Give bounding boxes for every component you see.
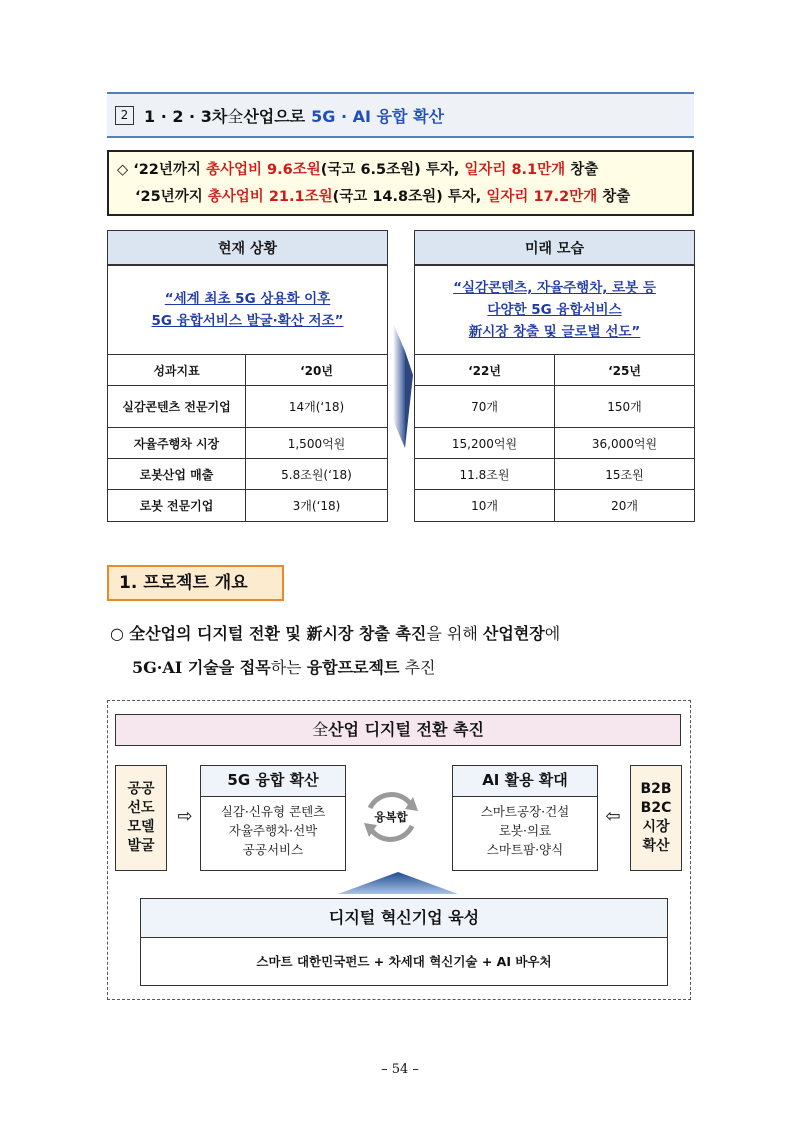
table-row-value: 14개(‘18) [246, 386, 388, 428]
public-model-line: 모델 [127, 819, 155, 835]
bottom-box-title: 디지털 혁신기업 육성 [141, 899, 667, 938]
section-number: 2 [115, 106, 134, 125]
market-expansion-line: B2C [640, 800, 672, 816]
summary-box [107, 150, 694, 216]
future-quote-line1: “실감콘텐츠, 자율주행차, 로봇 등 [453, 280, 656, 296]
future-col-a: ‘22년 [415, 355, 555, 386]
table-row-label: 실감콘텐츠 전문기업 [108, 386, 246, 428]
table-row-value: 3개(‘18) [246, 490, 388, 522]
future-quote-line3: 新시장 창출 및 글로벌 선도” [468, 324, 641, 340]
table-row-value: 20개 [555, 490, 695, 522]
table-row-label: 로봇산업 매출 [108, 459, 246, 490]
5g-convergence-box [200, 765, 346, 871]
table-row-value: 5.8조원(‘18) [246, 459, 388, 490]
table-row-value: 11.8조원 [415, 459, 555, 490]
future-header: 미래 모습 [415, 231, 695, 266]
future-col-b: ‘25년 [555, 355, 695, 386]
overview-title: 1. 프로젝트 개요 [107, 565, 284, 601]
summary-line-1 [117, 157, 684, 184]
table-row-label: 로봇 전문기업 [108, 490, 246, 522]
summary-1e: 창출 [565, 162, 599, 178]
overview-p2-c: 융합프로젝트 [306, 658, 400, 677]
ai-box-line: 스마트공장·건설 [480, 804, 570, 819]
upward-arrow-icon [338, 872, 458, 894]
section-title-part-a: 1 · 2 · 3차 [144, 106, 228, 126]
summary-2e: 창출 [597, 189, 631, 205]
table-row-value: 1,500억원 [246, 428, 388, 459]
section-heading [107, 92, 694, 138]
future-quote [415, 265, 695, 355]
table-row-value: 15,200억원 [415, 428, 555, 459]
summary-2c: (국고 14.8조원) 투자, [332, 189, 487, 205]
ai-box-title: AI 활용 확대 [453, 766, 597, 797]
market-expansion-line: 시장 [642, 819, 670, 835]
5g-box-line: 공공서비스 [242, 842, 304, 857]
diagram-top-rest: 산업 디지털 전환 촉진 [328, 720, 484, 739]
left-arrow-icon: ⇦ [605, 806, 621, 827]
summary-1d: 일자리 8.1만개 [464, 162, 566, 178]
public-model-line: 발굴 [127, 838, 155, 854]
section-title-part-b: 산업으로 [243, 106, 306, 126]
overview-p1-a: 全산업의 디지털 전환 및 新시장 창출 촉진 [129, 624, 427, 643]
ai-box-line: 스마트팜·양식 [486, 842, 564, 857]
current-col-label: 성과지표 [108, 355, 246, 386]
overview-p2-d: 추진 [399, 658, 436, 677]
public-model-line: 공공 [127, 781, 155, 797]
current-col-year: ‘20년 [246, 355, 388, 386]
summary-2a: ‘25년까지 [135, 189, 208, 205]
overview-p2-b: 하는 [270, 658, 307, 677]
diagram-top-banner [115, 714, 681, 746]
future-quote-line2: 다양한 5G 융합서비스 [487, 302, 622, 318]
current-quote [108, 265, 388, 355]
right-arrow-icon: ⇨ [177, 806, 193, 827]
section-title-part-c: 5G · AI 융합 확산 [311, 106, 444, 126]
summary-2b: 총사업비 21.1조원 [207, 189, 333, 205]
overview-paragraph [110, 617, 710, 685]
bottom-box-content: 스마트 대한민국펀드 + 차세대 혁신기술 + AI 바우처 [256, 954, 552, 969]
market-expansion-box [630, 765, 682, 871]
center-label: 융복합 [374, 810, 408, 824]
diagram-top-all: 全 [312, 720, 329, 739]
overview-p1-c: 산업현장 [482, 624, 545, 643]
table-row-value: 10개 [415, 490, 555, 522]
public-model-line: 선도 [127, 800, 155, 816]
current-header: 현재 상황 [108, 231, 388, 266]
overview-p1-d: 에 [544, 624, 561, 643]
table-row-value: 150개 [555, 386, 695, 428]
table-row-value: 36,000억원 [555, 428, 695, 459]
table-row-value: 70개 [415, 386, 555, 428]
digital-innovation-box [140, 898, 668, 986]
market-expansion-line: 확산 [642, 838, 670, 854]
summary-1a: ◇ ‘22년까지 [117, 162, 206, 178]
summary-2d: 일자리 17.2만개 [486, 189, 598, 205]
table-row-value: 15조원 [555, 459, 695, 490]
5g-box-line: 실감·신유형 콘텐츠 [220, 804, 326, 819]
summary-1c: (국고 6.5조원) 투자, [320, 162, 465, 178]
current-status-table [107, 230, 388, 522]
public-model-box [115, 765, 167, 871]
summary-1b: 총사업비 9.6조원 [205, 162, 321, 178]
future-outlook-table [414, 230, 695, 522]
ai-utilization-box [452, 765, 598, 871]
table-row-label: 자율주행차 시장 [108, 428, 246, 459]
bullet-icon: ○ [110, 624, 124, 643]
current-quote-line1: “세계 최초 5G 상용화 이후 [164, 291, 331, 307]
transition-arrow-icon [393, 323, 413, 448]
page-number: – 54 – [381, 1062, 419, 1077]
summary-line-2 [117, 184, 684, 211]
5g-box-line: 자율주행차·선박 [228, 823, 318, 838]
market-expansion-line: B2B [640, 781, 672, 797]
overview-p2-a: 5G·AI 기술을 접목 [132, 658, 271, 677]
overview-p1-b: 을 위해 [426, 624, 483, 643]
5g-box-title: 5G 융합 확산 [201, 766, 345, 797]
current-quote-line2: 5G 융합서비스 발굴·확산 저조” [151, 313, 344, 329]
ai-box-line: 로봇·의료 [498, 823, 552, 838]
section-title-all-hanja: 全 [227, 106, 244, 126]
